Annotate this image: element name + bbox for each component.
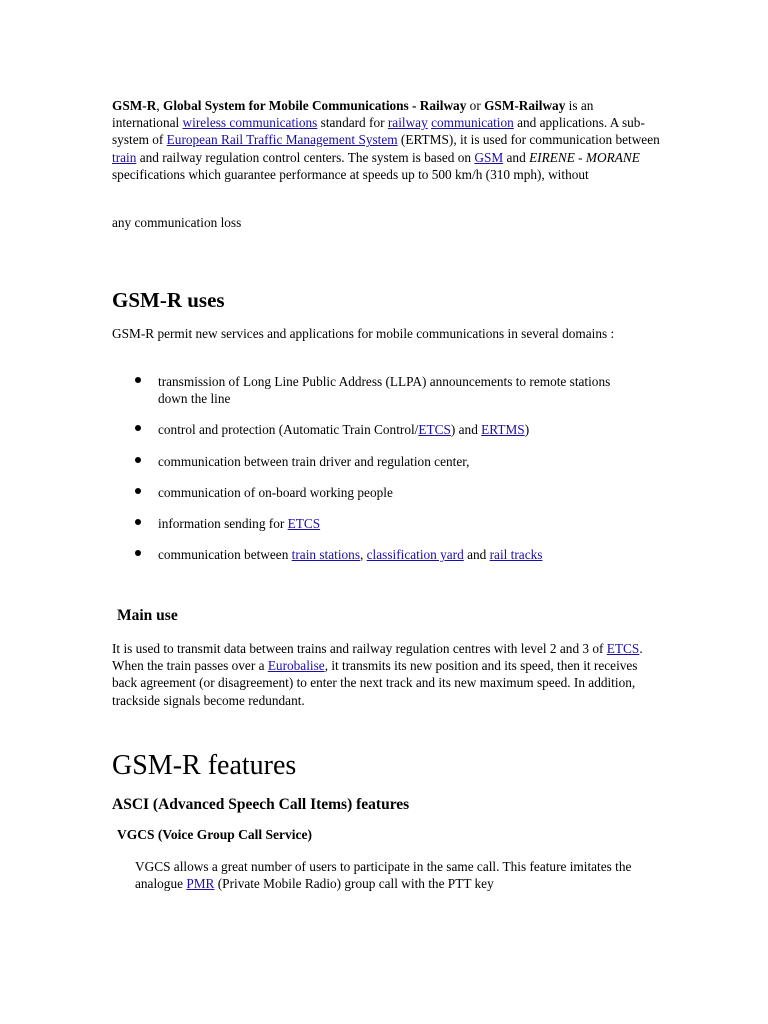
uses-paragraph: GSM-R permit new services and applications for mobile communications in several domains : (112, 326, 615, 341)
section-heading-vgcs: VGCS (Voice Group Call Service) (117, 827, 312, 842)
bullet-icon (135, 425, 141, 431)
list-item: control and protection (Automatic Train Control/ETCS) and ERTMS) (112, 421, 632, 438)
link-classification-yard[interactable]: classification yard (366, 547, 464, 563)
link-train-stations[interactable]: train stations (291, 547, 360, 563)
link-ertms[interactable]: ERTMS (481, 422, 525, 438)
vgcs-paragraph: VGCS allows a great number of users to participate in the same call. This feature imitates the analogue PMR (Private Mobile Radio) group call with the PTT key (135, 859, 632, 892)
link-wireless-communications[interactable]: wireless communications (182, 115, 318, 131)
section-heading-features: GSM-R features (112, 750, 297, 781)
intro-tail-text: any communication loss (112, 215, 242, 230)
list-item: communication between train stations, classification yard and rail tracks (112, 546, 632, 563)
bullet-icon (135, 550, 141, 556)
link-ertms-full[interactable]: European Rail Traffic Management System (166, 132, 398, 148)
main-use-paragraph: It is used to transmit data between trains and railway regulation centres with level 2 and 3 of ETCS. When the train passes over a Eurobalise, it transmits its new position and its speed, then it receives back agreement (or disagreement) to enter the next track and its new maximum speed. In addition, trackside signals become redundant. (112, 641, 643, 708)
section-heading-asci: ASCI (Advanced Speech Call Items) features (112, 796, 410, 813)
list-item: transmission of Long Line Public Address (LLPA) announcements to remote stations down the line (112, 373, 632, 407)
link-gsm[interactable]: GSM (474, 149, 504, 165)
uses-bullet-list (112, 373, 632, 563)
bullet-icon (135, 457, 141, 463)
link-railway[interactable]: railway (387, 115, 428, 131)
link-pmr[interactable]: PMR (186, 876, 215, 892)
bullet-icon (135, 488, 141, 494)
term-full-name: Global System for Mobile Communications - Railway (162, 98, 467, 113)
link-eurobalise[interactable]: Eurobalise (267, 658, 325, 674)
link-rail-tracks[interactable]: rail tracks (489, 547, 543, 563)
section-heading-uses: GSM-R uses (112, 288, 225, 312)
bullet-icon (135, 377, 141, 383)
bullet-icon (135, 519, 141, 525)
link-train[interactable]: train (112, 149, 137, 165)
link-etcs[interactable]: ETCS (418, 422, 451, 438)
list-item: information sending for ETCS (112, 515, 632, 532)
link-etcs[interactable]: ETCS (606, 641, 640, 656)
link-etcs[interactable]: ETCS (287, 516, 321, 532)
intro-paragraph: GSM-R, Global System for Mobile Communications - Railway or GSM-Railway is an international wireless communications standard for railway communication and applications. A sub-system of European Rail Traffic Management System (ERTMS), it is used for communication between train and railway regulation control centers. The system is based on GSM and EIRENE - MORANE specifications which guarantee performance at speeds up to 500 km/h (310 mph), without (112, 98, 660, 182)
list-item: communication of on-board working people (112, 484, 632, 501)
link-communication[interactable]: communication (431, 115, 514, 131)
term-eirene-morane: EIRENE - MORANE (529, 149, 640, 165)
section-heading-main-use: Main use (117, 607, 178, 624)
list-item: communication between train driver and regulation center, (112, 453, 632, 470)
term-gsm-railway: GSM-Railway (484, 98, 566, 113)
term-gsm-r: GSM-R (112, 98, 157, 113)
